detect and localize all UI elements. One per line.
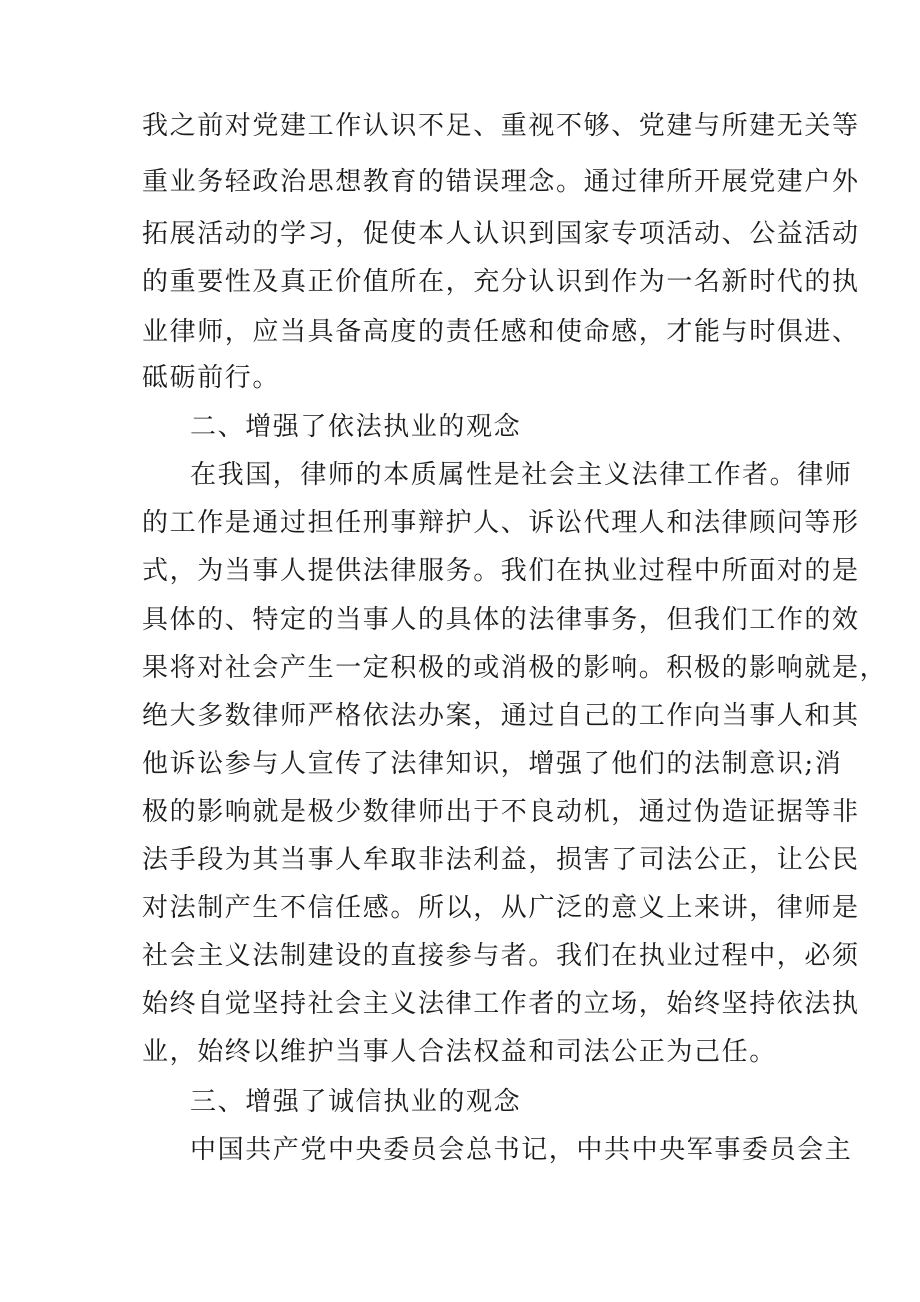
text-line: 法手段为其当事人牟取非法利益，损害了司法公正，让公民 bbox=[142, 845, 860, 875]
section-heading-2: 二、增强了依法执业的观念 bbox=[190, 412, 522, 442]
text-line: 拓展活动的学习，促使本人认识到国家专项活动、公益活动 bbox=[142, 219, 860, 249]
text-line: 的重要性及真正价值所在，充分认识到作为一名新时代的执 bbox=[142, 267, 860, 297]
text-line: 我之前对党建工作认识不足、重视不够、党建与所建无关等 bbox=[142, 111, 860, 141]
text-line: 果将对社会产生一定积极的或消极的影响。积极的影响就是， bbox=[142, 653, 888, 683]
text-line: 社会主义法制建设的直接参与者。我们在执业过程中，必须 bbox=[142, 941, 860, 971]
text-line: 绝大多数律师严格依法办案，通过自己的工作向当事人和其 bbox=[142, 701, 860, 731]
section-heading-3: 三、增强了诚信执业的观念 bbox=[190, 1087, 522, 1117]
text-line: 中国共产党中央委员会总书记，中共中央军事委员会主 bbox=[190, 1135, 853, 1165]
text-line: 在我国，律师的本质属性是社会主义法律工作者。律师 bbox=[190, 460, 853, 490]
text-line: 砥砺前行。 bbox=[142, 363, 281, 393]
text-line: 极的影响就是极少数律师出于不良动机，通过伪造证据等非 bbox=[142, 797, 860, 827]
text-line: 具体的、特定的当事人的具体的法律事务，但我们工作的效 bbox=[142, 605, 860, 635]
text-line: 式，为当事人提供法律服务。我们在执业过程中所面对的是 bbox=[142, 556, 860, 586]
text-line: 的工作是通过担任刑事辩护人、诉讼代理人和法律顾问等形 bbox=[142, 508, 860, 538]
text-line: 始终自觉坚持社会主义法律工作者的立场，始终坚持依法执 bbox=[142, 989, 860, 1019]
text-line: 重业务轻政治思想教育的错误理念。通过律所开展党建户外 bbox=[142, 167, 860, 197]
text-line: 他诉讼参与人宣传了法律知识，增强了他们的法制意识;消 bbox=[142, 749, 843, 779]
text-line: 业，始终以维护当事人合法权益和司法公正为己任。 bbox=[142, 1037, 777, 1067]
text-line: 对法制产生不信任感。所以，从广泛的意义上来讲，律师是 bbox=[142, 893, 860, 923]
text-line: 业律师，应当具备高度的责任感和使命感，才能与时俱进、 bbox=[142, 317, 860, 347]
